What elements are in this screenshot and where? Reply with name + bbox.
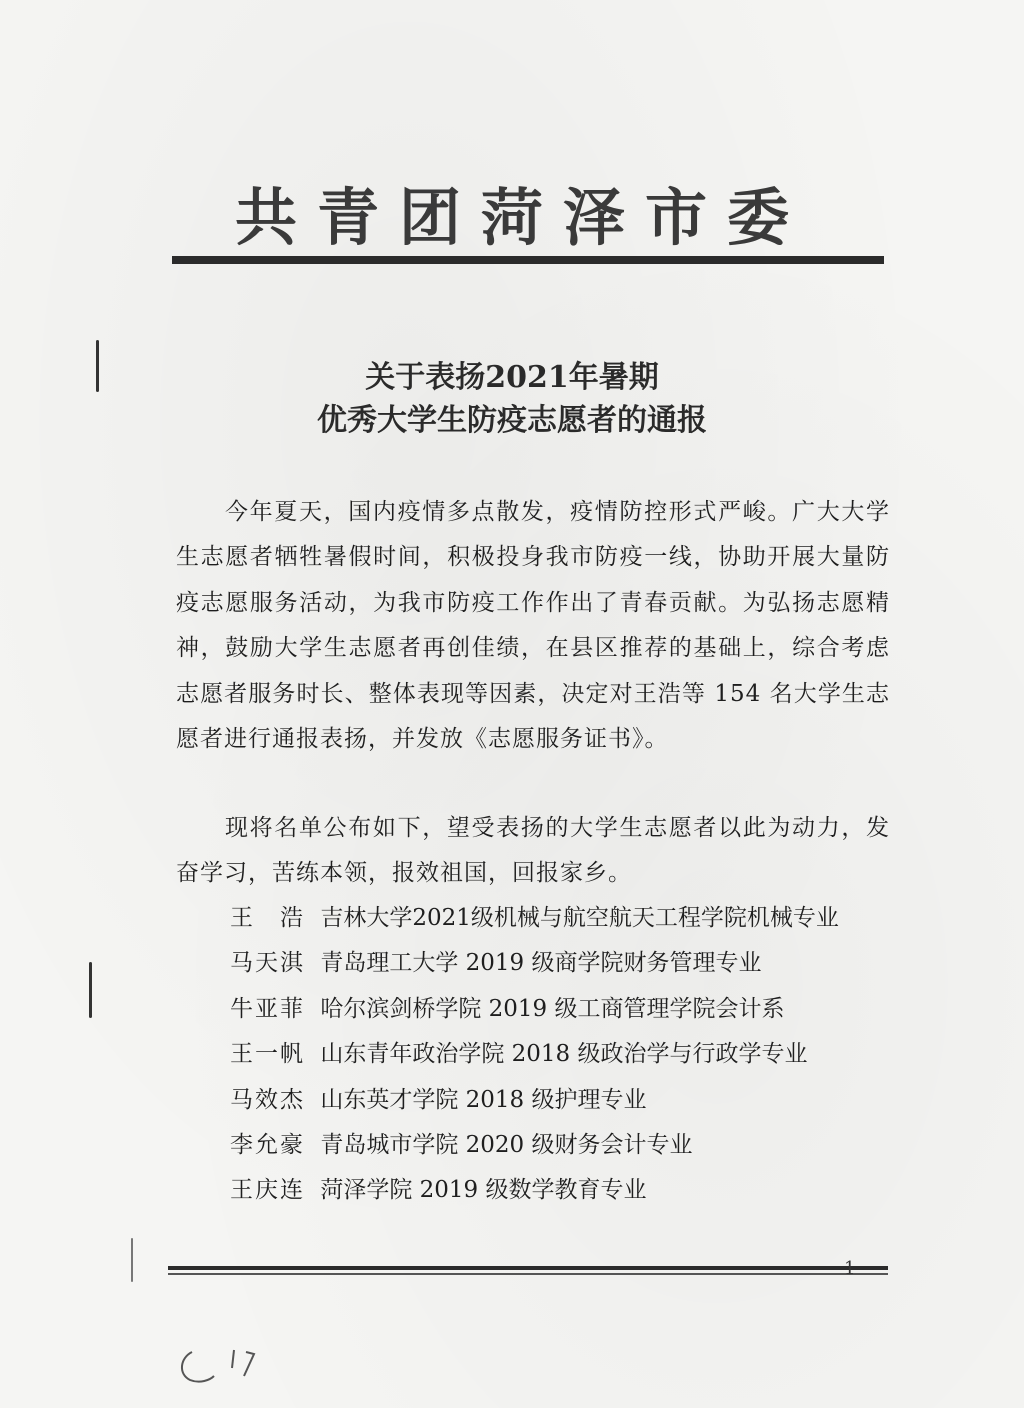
honoree-row xyxy=(230,987,839,1032)
honoree-name: 王一帆 xyxy=(230,1041,305,1068)
honoree-name: 李允豪 xyxy=(230,1131,305,1158)
honoree-affiliation: 青岛理工大学 2019 级商学院财务管理专业 xyxy=(320,950,762,977)
honoree-row xyxy=(230,1032,839,1077)
honoree-name: 马效杰 xyxy=(230,1086,305,1113)
honoree-row xyxy=(230,1078,839,1123)
notice-title-line1: 关于表扬2021年暑期 xyxy=(365,360,659,395)
honoree-affiliation: 山东英才学院 2018 级护理专业 xyxy=(320,1086,647,1113)
honoree-row xyxy=(230,1168,839,1213)
footer-rule xyxy=(168,1266,888,1270)
honoree-row xyxy=(230,1123,839,1168)
honoree-row xyxy=(230,896,839,941)
honoree-affiliation: 山东青年政治学院 2018 级政治学与行政学专业 xyxy=(320,1041,808,1068)
honoree-affiliation: 吉林大学2021级机械与航空航天工程学院机械专业 xyxy=(320,905,839,931)
honoree-row xyxy=(230,941,839,986)
honoree-affiliation: 菏泽学院 2019 级数学教育专业 xyxy=(320,1177,647,1204)
honoree-name: 王 浩 xyxy=(230,905,305,931)
notice-title-line2: 优秀大学生防疫志愿者的通报 xyxy=(317,403,707,438)
body-paragraph-1: 今年夏天，国内疫情多点散发，疫情防控形式严峻。广大大学生志愿者牺牲暑假时间，积极投身我市防疫一线，协助开展大量防疫志愿服务活动，为我市防疫工作作出了青春贡献。为弘扬志愿精神，鼓励大学生志愿者再创佳绩，在县区推荐的基础上，综合考虑志愿者服务时长、整体表现等因素，决定对王浩等 154 名大学生志愿者进行通报表扬，并发放《志愿服务证书》。 xyxy=(176,499,890,753)
honoree-affiliation: 哈尔滨剑桥学院 2019 级工商管理学院会计系 xyxy=(320,995,785,1022)
footer-rule-thin xyxy=(168,1273,888,1275)
margin-mark xyxy=(89,962,92,1018)
honoree-list xyxy=(230,896,839,1214)
body-paragraph-2: 现将名单公布如下，望受表扬的大学生志愿者以此为动力，发奋学习，苦练本领，报效祖国，回报家乡。 xyxy=(176,815,890,887)
page-number: 1 xyxy=(844,1258,856,1279)
letterhead-rule xyxy=(172,256,884,264)
honoree-name: 马天淇 xyxy=(230,950,305,977)
handwritten-mark-icon xyxy=(174,1330,274,1390)
margin-mark xyxy=(131,1238,133,1282)
letterhead-org-name: 共青团菏泽市委 xyxy=(234,181,809,254)
honoree-name: 王庆连 xyxy=(230,1177,305,1204)
honoree-affiliation: 青岛城市学院 2020 级财务会计专业 xyxy=(320,1131,693,1158)
honoree-name: 牛亚菲 xyxy=(230,995,305,1022)
